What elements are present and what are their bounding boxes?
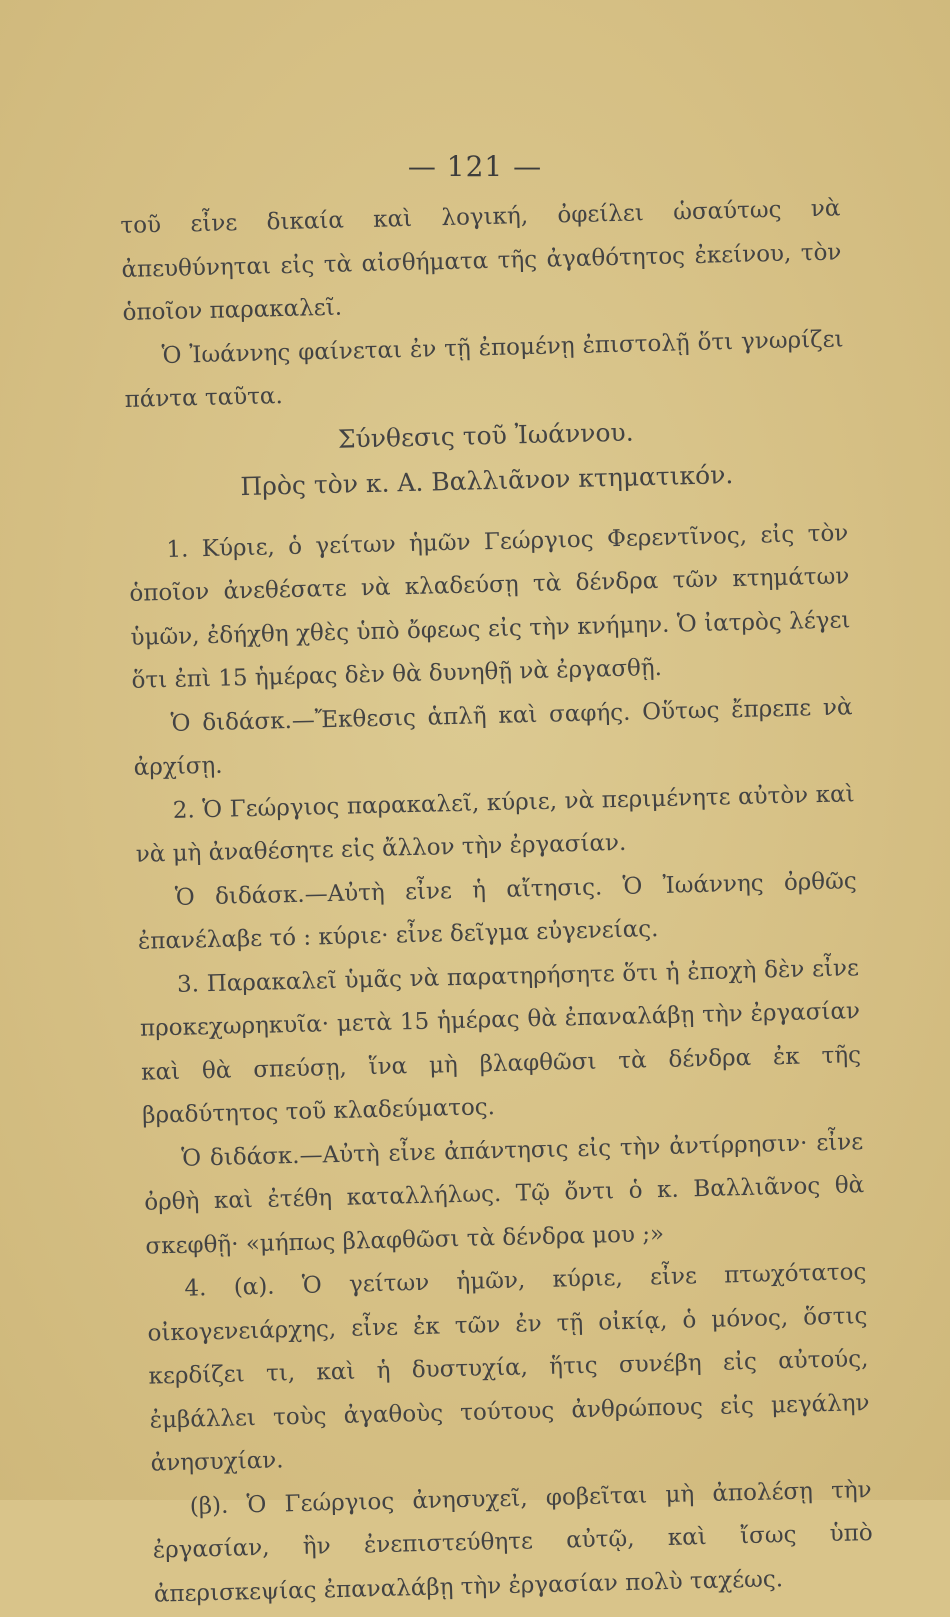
paragraph: Ὁ διδάσκ.—Αὐτὴ εἶνε ἀπάντησις εἰς τὴν ἀντίρρησιν· εἶνε ὀρθὴ καὶ ἐτέθη καταλλήλως. Τῷ ὄντι ὁ κ. Βαλλιᾶνος θὰ σκεφθῇ· «μήπως βλαφθῶσι τὰ δένδρα μου ;» [144, 1128, 865, 1260]
paragraph: 4. (α). Ὁ γείτων ἡμῶν, κύριε, εἶνε πτωχότατος οἰκογενειάρχης, εἶνε ἐκ τῶν ἐν τῇ οἰκίᾳ, ὁ μόνος, ὅστις κερδίζει τι, καὶ ἡ δυστυχία, ἥτις συνέβη εἰς αὐτούς, ἐμβάλλει τοὺς ἀγαθοὺς τούτους ἀνθρώπους εἰς μεγάλην ἀνησυχίαν. [147, 1259, 870, 1477]
section-subheading: Πρὸς τὸν κ. Α. Βαλλιᾶνον κτηματικόν. [240, 460, 734, 502]
paragraph: τοῦ εἶνε δικαία καὶ λογική, ὀφείλει ὡσαύτως νὰ ἀπευθύνηται εἰς τὰ αἰσθήματα τῆς ἀγαθότητος ἐκείνου, τὸν ὁποῖον παρακαλεῖ. [120, 195, 842, 326]
page-number: — 121 — [407, 150, 543, 183]
paragraph: Ὁ Ἰωάννης φαίνεται ἐν τῇ ἐπομένῃ ἐπιστολῇ ὅτι γνωρίζει πάντα ταῦτα. [124, 325, 844, 413]
paragraph: Ὁ διδάσκ.—Αὐτὴ εἶνε ἡ αἴτησις. Ὁ Ἰωάννης ὀρθῶς ἐπανέλαβε τό : κύριε· εἶνε δεῖγμα εὐγενείας. [137, 867, 858, 955]
paragraph: (β). Ὁ Γεώργιος ἀνησυχεῖ, φοβεῖται μὴ ἀπολέσῃ τὴν ἐργασίαν, ἣν ἐνεπιστεύθητε αὐτῷ, καὶ ἴσως ὑπὸ ἀπερισκεψίας ἐπαναλάβῃ τὴν ἐργασίαν πολὺ ταχέως. [152, 1476, 873, 1608]
paragraph: Ὁ διδάσκ.—Ἔκθεσις ἁπλῆ καὶ σαφής. Οὕτως ἔπρεπε νὰ ἀρχίσῃ. [133, 693, 853, 781]
paragraph: 2. Ὁ Γεώργιος παρακαλεῖ, κύριε, νὰ περιμένητε αὐτὸν καὶ νὰ μὴ ἀναθέσητε εἰς ἄλλον τὴν ἐργασίαν. [135, 780, 855, 868]
page-text-block [120, 187, 874, 1616]
paragraph: 1. Κύριε, ὁ γείτων ἡμῶν Γεώργιος Φερεντῖνος, εἰς τὸν ὁποῖον ἀνεθέσατε νὰ κλαδεύσῃ τὰ δένδρα τῶν κτημάτων ὑμῶν, ἐδήχθη χθὲς ὑπὸ ὄφεως εἰς τὴν κνήμην. Ὁ ἰατρὸς λέγει ὅτι ἐπὶ 15 ἡμέρας δὲν θὰ δυνηθῇ νὰ ἐργασθῇ. [129, 519, 851, 694]
section-heading: Σύνθεσις τοῦ Ἰωάννου. [337, 417, 634, 454]
paragraph: 3. Παρακαλεῖ ὑμᾶς νὰ παρατηρήσητε ὅτι ἡ ἐποχὴ δὲν εἶνε προκεχωρηκυῖα· μετὰ 15 ἡμέρας θὰ ἐπαναλάβῃ τὴν ἐργασίαν καὶ θὰ σπεύσῃ, ἵνα μὴ βλαφθῶσι τὰ δένδρα ἐκ τῆς βραδύτητος τοῦ κλαδεύματος. [139, 954, 862, 1129]
